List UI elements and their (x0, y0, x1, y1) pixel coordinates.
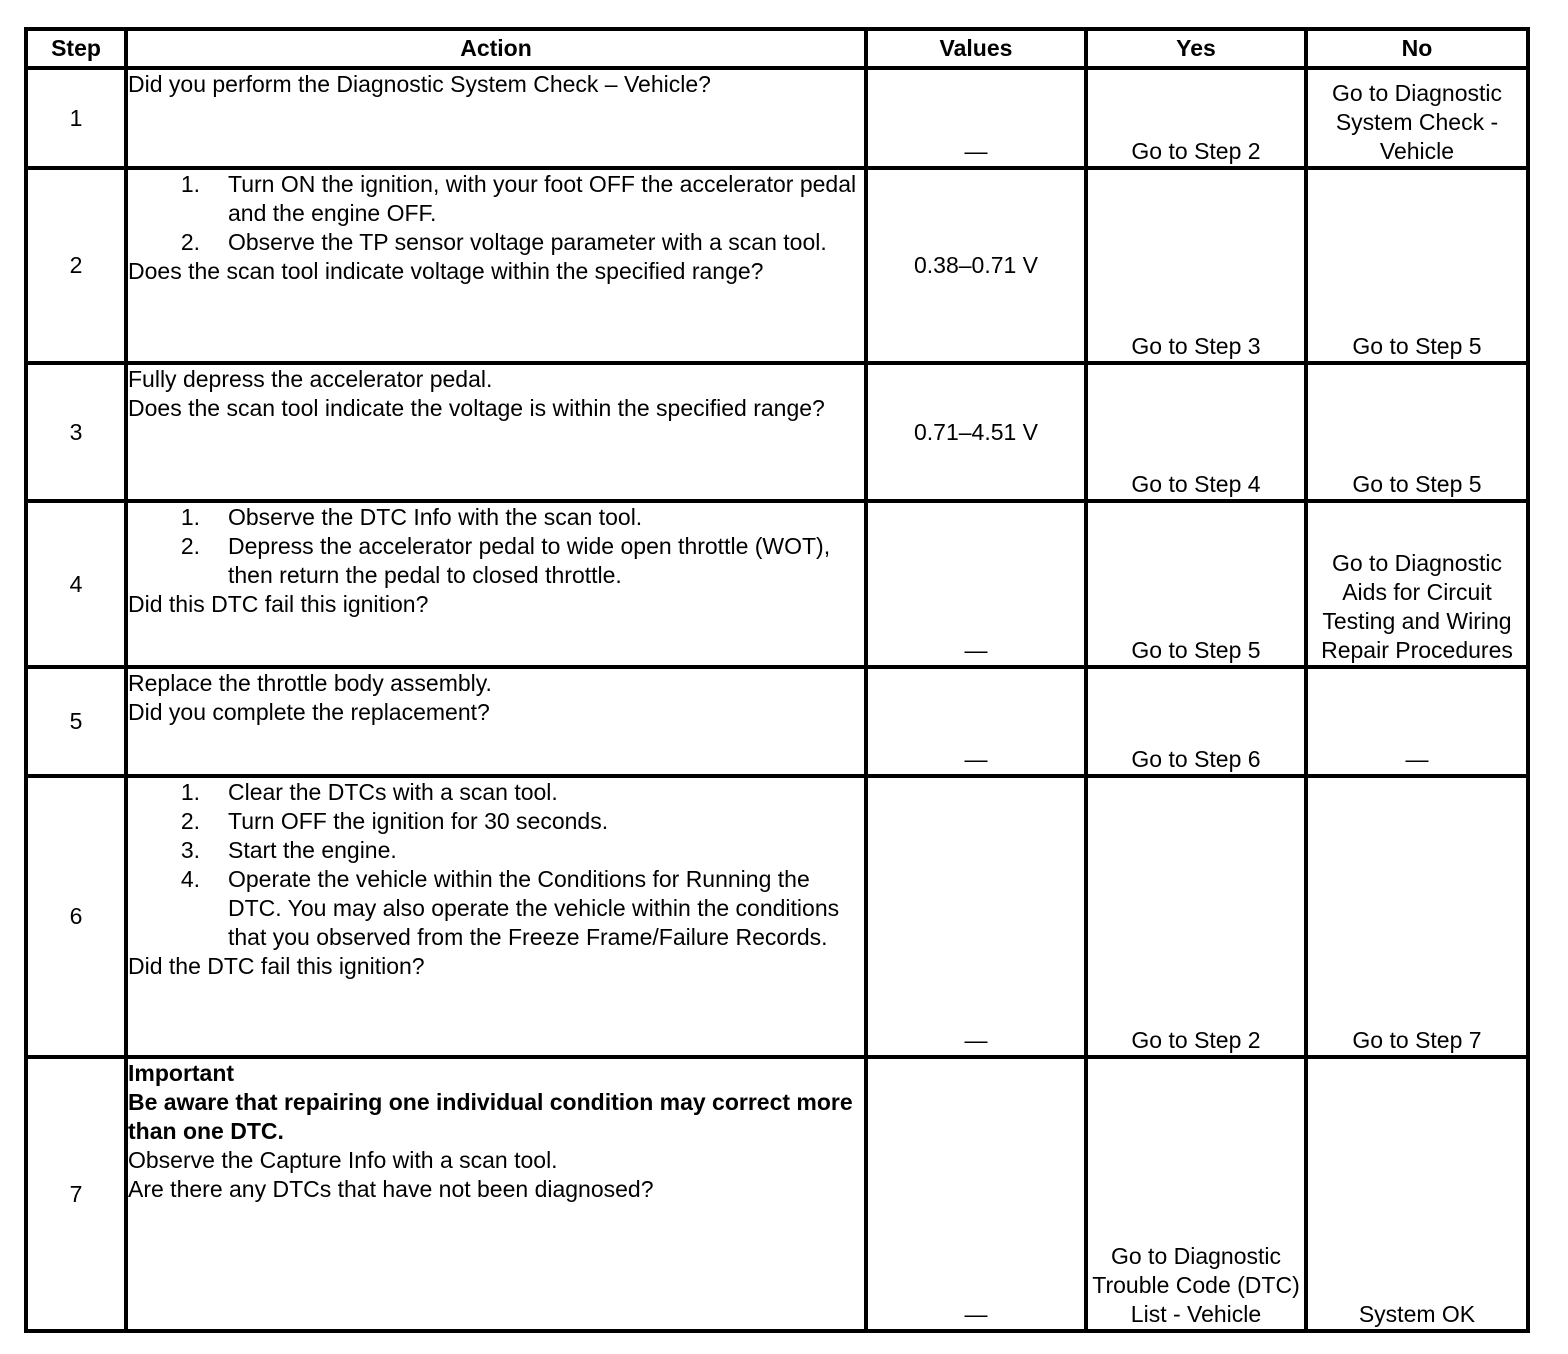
header-values: Values (866, 29, 1086, 68)
action-cell (126, 667, 866, 776)
table-row-step-6 (26, 776, 1528, 1057)
action-text: Replace the throttle body assembly. (128, 670, 492, 696)
table-row-step-4 (26, 501, 1528, 667)
list-item: 2. Turn OFF the ignition for 30 seconds. (180, 808, 609, 834)
list-item: 1. Observe the DTC Info with the scan tool. (180, 504, 643, 530)
table-row-step-2 (26, 168, 1528, 363)
action-list (128, 778, 864, 952)
action-question: Does the scan tool indicate the voltage is within the specified range? (128, 395, 825, 421)
step-number: 3 (26, 363, 126, 501)
header-yes: Yes (1086, 29, 1306, 68)
list-item: 2. Depress the accelerator pedal to wide open throttle (WOT), then return the pedal to closed throttle. (180, 533, 831, 588)
action-question: Did the DTC fail this ignition? (128, 953, 425, 979)
no-cell: Go to Diagnostic Aids for Circuit Testing and Wiring Repair Procedures (1306, 501, 1528, 667)
step-number: 5 (26, 667, 126, 776)
yes-cell: Go to Step 2 (1086, 68, 1306, 168)
step-number: 2 (26, 168, 126, 363)
yes-cell: Go to Step 5 (1086, 501, 1306, 667)
action-text: Did you perform the Diagnostic System Check – Vehicle? (128, 71, 711, 97)
important-title: Important (128, 1060, 235, 1086)
step-number: 6 (26, 776, 126, 1057)
yes-cell: Go to Step 3 (1086, 168, 1306, 363)
list-item: 2. Observe the TP sensor voltage parameter with a scan tool. (180, 229, 827, 255)
list-item: 1. Turn ON the ignition, with your foot OFF the accelerator pedal and the engine OFF. (180, 171, 857, 226)
value-cell: — (866, 776, 1086, 1057)
yes-cell: Go to Step 4 (1086, 363, 1306, 501)
yes-cell: Go to Step 6 (1086, 667, 1306, 776)
header-action: Action (126, 29, 866, 68)
list-item: 1. Clear the DTCs with a scan tool. (180, 779, 558, 805)
action-cell (126, 1057, 866, 1331)
action-question: Did this DTC fail this ignition? (128, 591, 429, 617)
value-cell: — (866, 501, 1086, 667)
header-row (26, 29, 1528, 68)
diagnostic-table (24, 27, 1530, 1333)
value-cell: 0.71–4.51 V (866, 363, 1086, 501)
action-cell (126, 501, 866, 667)
action-question: Are there any DTCs that have not been diagnosed? (128, 1176, 654, 1202)
no-cell: Go to Step 7 (1306, 776, 1528, 1057)
action-cell (126, 776, 866, 1057)
yes-cell: Go to Diagnostic Trouble Code (DTC) List - Vehicle (1086, 1057, 1306, 1331)
value-cell: — (866, 667, 1086, 776)
header-step: Step (26, 29, 126, 68)
no-cell: Go to Step 5 (1306, 168, 1528, 363)
header-no: No (1306, 29, 1528, 68)
action-cell (126, 68, 866, 168)
action-question: Does the scan tool indicate voltage within the specified range? (128, 258, 764, 284)
action-text: Observe the Capture Info with a scan tool. (128, 1147, 558, 1173)
table-row-step-3 (26, 363, 1528, 501)
action-question: Did you complete the replacement? (128, 699, 490, 725)
action-cell (126, 168, 866, 363)
step-number: 7 (26, 1057, 126, 1331)
value-cell: 0.38–0.71 V (866, 168, 1086, 363)
action-text: Fully depress the accelerator pedal. (128, 366, 493, 392)
value-cell: — (866, 1057, 1086, 1331)
action-list (128, 503, 864, 590)
table-row-step-5 (26, 667, 1528, 776)
action-cell (126, 363, 866, 501)
list-item: 3. Start the engine. (180, 837, 397, 863)
table-row-step-1 (26, 68, 1528, 168)
step-number: 4 (26, 501, 126, 667)
action-list (128, 170, 864, 257)
no-cell: — (1306, 667, 1528, 776)
no-cell: System OK (1306, 1057, 1528, 1331)
step-number: 1 (26, 68, 126, 168)
table-row-step-7 (26, 1057, 1528, 1331)
no-cell: Go to Diagnostic System Check - Vehicle (1306, 68, 1528, 168)
value-cell: — (866, 68, 1086, 168)
no-cell: Go to Step 5 (1306, 363, 1528, 501)
list-item: 4. Operate the vehicle within the Conditions for Running the DTC. You may also operate the vehicle within the conditions that you observed from the Freeze Frame/Failure Records. (180, 866, 840, 950)
important-text: Be aware that repairing one individual condition may correct more than one DTC. (128, 1089, 853, 1144)
yes-cell: Go to Step 2 (1086, 776, 1306, 1057)
